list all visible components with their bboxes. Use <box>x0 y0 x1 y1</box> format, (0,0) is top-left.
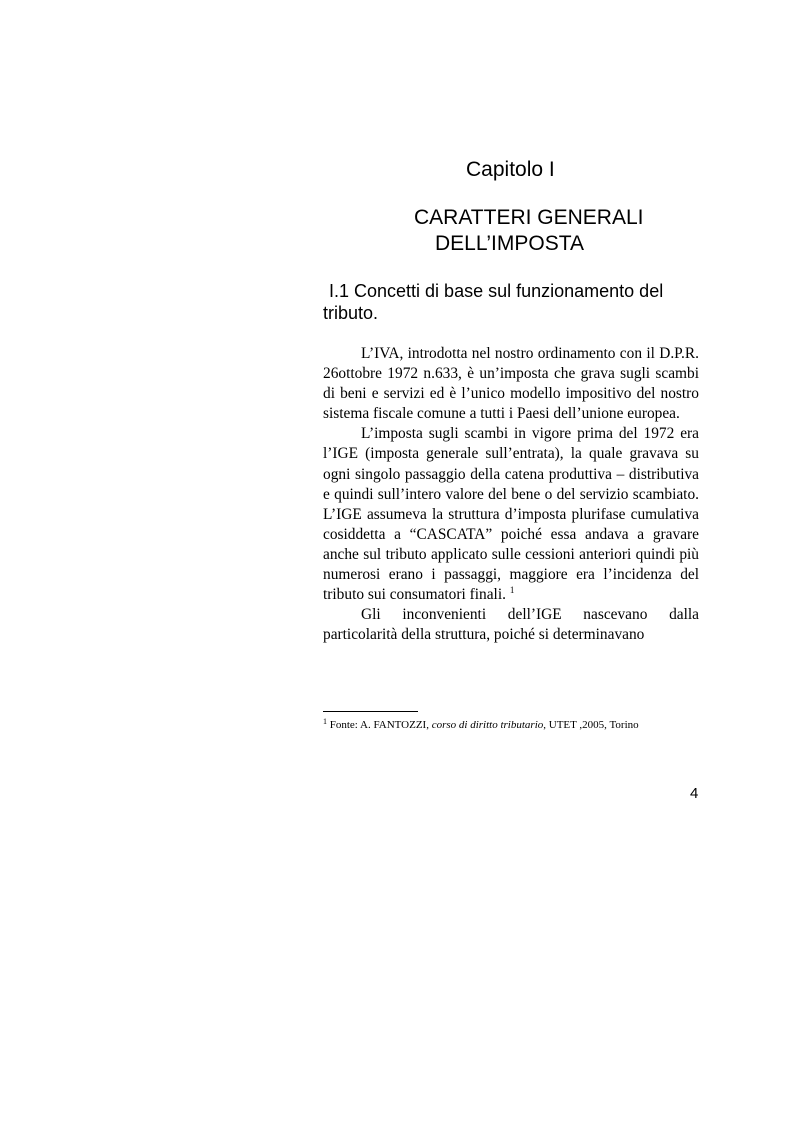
footnote-prefix: Fonte: A. FANTOZZI, <box>329 719 429 731</box>
page-number: 4 <box>690 785 699 802</box>
body-text <box>323 344 699 645</box>
paragraph <box>323 605 699 645</box>
section-heading-line-1: I.1 Concetti di base sul funzionamento del <box>329 281 664 301</box>
chapter-title-line-2: DELL’IMPOSTA <box>435 232 584 255</box>
paragraph <box>323 344 699 424</box>
chapter-label: Capitolo I <box>466 158 555 181</box>
footnote-marker: 1 <box>323 717 327 726</box>
footnote-divider <box>323 711 418 712</box>
section-heading <box>323 280 699 324</box>
chapter-title-line-1: CARATTERI GENERALI <box>414 206 644 229</box>
footnote <box>323 717 703 733</box>
paragraph-text: L’imposta sugli scambi in vigore prima del 1972 era l’IGE (imposta generale sull’entrata), la quale gravava su ogni singolo passaggio della catena produttiva – distributiva e quindi sull’intero valore del bene o del servizio scambiato. L’IGE assumeva la struttura d’imposta plurifase cumulativa cosiddetta a “CASCATA” poiché essa andava a gravare anche sul tributo applicato sulle cessioni anteriori quindi più numerosi erano i passaggi, maggiore era l’incidenza del tributo sui consumatori finali. <box>323 425 699 604</box>
paragraph-text: Gli inconvenienti dell’IGE nascevano dalla particolarità della struttura, poiché si determinavano <box>323 606 699 644</box>
footnote-suffix: , UTET ,2005, Torino <box>543 719 639 731</box>
paragraph <box>323 424 699 605</box>
paragraph-text: L’IVA, introdotta nel nostro ordinamento con il D.P.R. 26ottobre 1972 n.633, è un’imposta che grava sugli scambi di beni e servizi ed è l’unico modello impositivo del nostro sistema fiscale comune a tutti i Paesi dell’unione europea. <box>323 345 699 423</box>
footnote-reference[interactable]: 1 <box>509 585 515 596</box>
footnote-book-title: corso di diritto tributario <box>431 719 544 731</box>
section-heading-line-2: tributo. <box>323 303 379 323</box>
